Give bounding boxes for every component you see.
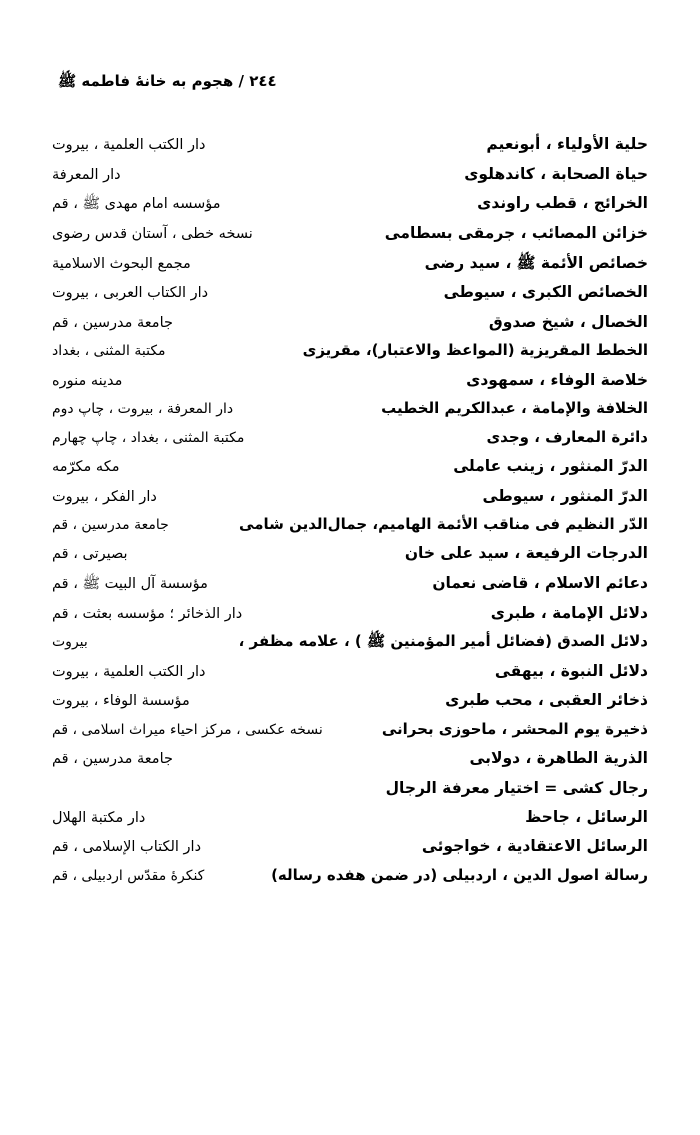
entry-title: الرسائل الاعتقادية ، خواجوئى	[421, 837, 648, 856]
entry-publisher: مكه مكرّمه	[52, 458, 120, 475]
entry-publisher: نسخه عكسى ، مركز احياء ميراث اسلامى ، قم	[52, 721, 323, 738]
list-item	[52, 543, 648, 564]
list-item	[52, 282, 648, 303]
entry-title: الرسائل ، جاحظ	[525, 807, 648, 826]
entry-publisher: دار الكتب العلمية ، بيروت	[52, 137, 206, 153]
entry-publisher: دار الكتب العلمية ، بيروت	[52, 663, 206, 680]
list-item	[52, 807, 648, 828]
list-item	[52, 836, 648, 857]
entry-publisher: جامعة مدرسين ، قم	[52, 517, 169, 534]
entry-publisher: بيروت	[52, 634, 88, 651]
entry-publisher: مجمع البحوث الاسلامية	[52, 255, 191, 272]
entry-publisher: مكتبة المثنى ، بغداد	[52, 343, 166, 360]
entry-title: الدرّ المنثور ، سيوطى	[482, 486, 648, 505]
list-item	[52, 341, 648, 361]
entry-publisher: دار الكتاب العربى ، بيروت	[52, 285, 209, 302]
list-item	[52, 690, 648, 711]
entry-title: دلائل النبوة ، بيهقى	[494, 661, 648, 680]
list-item	[52, 312, 648, 333]
entry-title: خزائن المصائب ، جرمقى بسطامى	[384, 223, 648, 242]
entry-publisher: كنكرهٔ مقدّس اردبيلى ، قم	[52, 867, 205, 884]
entry-title: الذرية الطاهرة ، دولابى	[469, 749, 648, 768]
entry-title: رسالة اصول الدين ، اردبيلى (در ضمن هفده رساله)	[271, 865, 648, 884]
list-item	[52, 661, 648, 682]
entry-title: دعائم الاسلام ، قاضى نعمان	[432, 574, 648, 593]
list-item	[52, 399, 648, 419]
entry-title: دلائل الصدق (فضائل أمير المؤمنين ﷺ ) ، علامه مظفر ،	[238, 632, 648, 651]
entry-title: ذخائر العقبى ، محب طبرى	[445, 691, 648, 710]
entry-title: دلائل الإمامة ، طبرى	[490, 603, 648, 622]
list-item	[52, 486, 648, 507]
entry-title: ذخيرة يوم المحشر ، ماحوزى بحرانى	[381, 719, 648, 738]
list-item	[52, 253, 648, 274]
entry-title: الدّر النظيم فى مناقب الأئمة الهاميم، جمال‌الدين شامى	[239, 515, 648, 534]
list-item	[52, 720, 648, 740]
entry-publisher: دار الذخائر ؛ مؤسسه بعثت ، قم	[52, 605, 243, 622]
bibliography-list	[52, 134, 648, 886]
list-item	[52, 748, 648, 769]
entry-title: الخصائص الكبرى ، سيوطى	[443, 283, 648, 302]
list-item	[52, 456, 648, 477]
entry-publisher: جامعة مدرسين ، قم	[52, 751, 173, 768]
entry-publisher: دار المعرفة ، بيروت ، چاپ دوم	[52, 401, 234, 418]
entry-title: خلاصة الوفاء ، سمهودى	[466, 370, 648, 389]
list-item	[52, 515, 648, 535]
entry-publisher: دار الكتاب الإسلامى ، قم	[52, 839, 202, 856]
entry-title: الخلافة والإمامة ، عبدالكريم الخطيب	[381, 399, 648, 418]
entry-publisher: مكتبة المثنى ، بغداد ، چاپ چهارم	[52, 429, 245, 446]
list-item	[52, 603, 648, 624]
entry-publisher: دار الفكر ، بيروت	[52, 488, 157, 505]
entry-title: الدرجات الرفيعة ، سيد على خان	[404, 544, 648, 563]
list-item	[52, 370, 648, 391]
list-item	[52, 193, 648, 214]
entry-title: خصائص الأئمة ﷺ ، سيد رضى	[424, 253, 648, 272]
entry-title: الخصال ، شيخ صدوق	[488, 312, 648, 331]
entry-publisher: دار المعرفة	[52, 166, 121, 183]
entry-publisher: دار مكتبة الهلال	[52, 809, 146, 826]
entry-title: الخرائج ، قطب راوندى	[477, 194, 648, 213]
list-item	[52, 778, 648, 798]
entry-publisher: مؤسسه امام مهدى ﷺ ، قم	[52, 196, 221, 213]
list-item	[52, 428, 648, 448]
list-item	[52, 164, 648, 185]
entry-publisher: مؤسسة الوفاء ، بيروت	[52, 693, 190, 710]
list-item	[52, 573, 648, 594]
entry-publisher: نسخه خطى ، آستان قدس رضوى	[52, 225, 253, 242]
entry-title: حياة الصحابة ، كاندهلوى	[464, 164, 648, 183]
entry-publisher: جامعة مدرسين ، قم	[52, 314, 173, 331]
entry-title: رجال كشى = اختيار معرفة الرجال	[385, 778, 648, 797]
entry-title: الخطط المقريزية (المواعظ والاعتبار)، مقريزى	[302, 341, 648, 360]
list-item	[52, 632, 648, 652]
list-item	[52, 223, 648, 244]
entry-title: دائرة المعارف ، وجدى	[486, 427, 648, 446]
entry-publisher: مدينه منوره	[52, 372, 123, 389]
entry-title: حلية الأولياء ، أبونعيم	[486, 135, 648, 153]
entry-publisher: بصيرتى ، قم	[52, 546, 128, 563]
list-item	[52, 866, 648, 886]
list-item	[52, 134, 648, 155]
page-running-header: ٢٤٤ / هجوم به خانهٔ فاطمه ﷺ	[58, 72, 277, 90]
entry-title: الدرّ المنثور ، زينب عاملى	[453, 456, 648, 475]
entry-publisher: مؤسسة آل البيت ﷺ ، قم	[52, 576, 208, 593]
